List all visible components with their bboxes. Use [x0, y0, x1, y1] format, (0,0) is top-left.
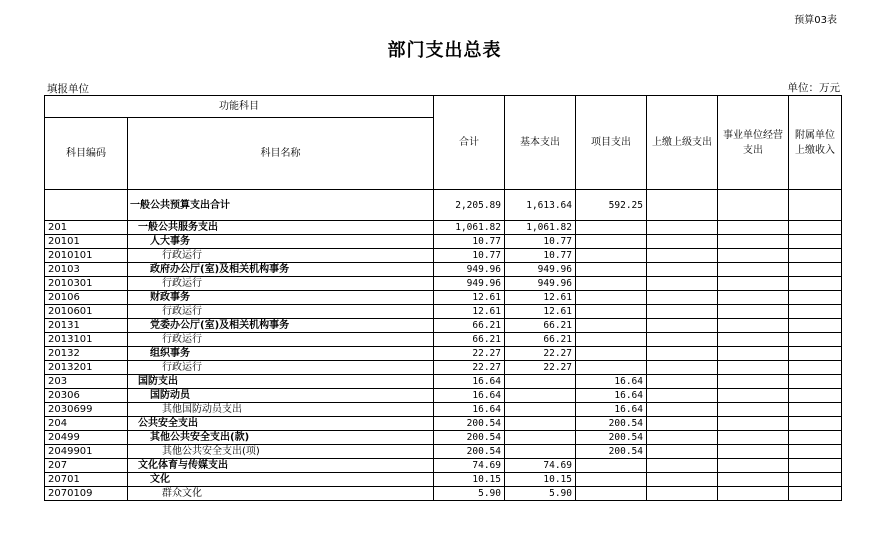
row-total: 74.69 — [434, 459, 505, 473]
row-affiliate — [789, 361, 842, 375]
row-code: 2013101 — [45, 333, 128, 347]
row-to-superior — [647, 333, 718, 347]
row-affiliate — [789, 277, 842, 291]
row-total: 200.54 — [434, 417, 505, 431]
row-business-unit — [718, 277, 789, 291]
row-code: 2049901 — [45, 445, 128, 459]
row-to-superior — [647, 291, 718, 305]
row-code: 20499 — [45, 431, 128, 445]
row-affiliate — [789, 333, 842, 347]
total-affiliate — [789, 190, 842, 221]
row-business-unit — [718, 417, 789, 431]
row-basic — [505, 417, 576, 431]
row-project — [576, 221, 647, 235]
row-basic: 10.15 — [505, 473, 576, 487]
table-row — [45, 361, 842, 375]
row-total: 22.27 — [434, 361, 505, 375]
row-business-unit — [718, 403, 789, 417]
row-total: 200.54 — [434, 445, 505, 459]
table-row — [45, 347, 842, 361]
total-name: 一般公共预算支出合计 — [128, 190, 434, 221]
row-business-unit — [718, 431, 789, 445]
row-affiliate — [789, 263, 842, 277]
row-code: 207 — [45, 459, 128, 473]
row-basic: 12.61 — [505, 291, 576, 305]
row-total: 12.61 — [434, 291, 505, 305]
row-code: 2070109 — [45, 487, 128, 501]
table-row — [45, 235, 842, 249]
row-to-superior — [647, 389, 718, 403]
row-name: 国防支出 — [128, 375, 434, 389]
row-code: 2010101 — [45, 249, 128, 263]
row-affiliate — [789, 249, 842, 263]
total-total: 2,205.89 — [434, 190, 505, 221]
row-total: 10.15 — [434, 473, 505, 487]
total-to-superior — [647, 190, 718, 221]
table-row — [45, 291, 842, 305]
row-to-superior — [647, 445, 718, 459]
page-title: 部门支出总表 — [387, 40, 502, 61]
expenditure-table — [44, 95, 842, 501]
row-affiliate — [789, 389, 842, 403]
header-project: 项目支出 — [576, 96, 647, 190]
header-business-unit: 事业单位经营支出 — [718, 96, 789, 190]
total-code-cell — [45, 190, 128, 221]
table-row — [45, 487, 842, 501]
row-business-unit — [718, 291, 789, 305]
row-business-unit — [718, 361, 789, 375]
row-basic: 22.27 — [505, 361, 576, 375]
row-total: 22.27 — [434, 347, 505, 361]
row-code: 20131 — [45, 319, 128, 333]
table-row — [45, 375, 842, 389]
row-business-unit — [718, 221, 789, 235]
row-project: 16.64 — [576, 389, 647, 403]
row-project: 200.54 — [576, 445, 647, 459]
table-row — [45, 249, 842, 263]
row-basic: 10.77 — [505, 249, 576, 263]
row-basic: 949.96 — [505, 277, 576, 291]
row-to-superior — [647, 473, 718, 487]
header-function-subject: 功能科目 — [45, 96, 434, 118]
row-project — [576, 249, 647, 263]
row-to-superior — [647, 263, 718, 277]
row-basic: 10.77 — [505, 235, 576, 249]
row-business-unit — [718, 333, 789, 347]
row-to-superior — [647, 403, 718, 417]
header-subject-code: 科目编码 — [45, 118, 128, 190]
row-basic — [505, 445, 576, 459]
row-total: 949.96 — [434, 277, 505, 291]
row-affiliate — [789, 431, 842, 445]
header-total: 合计 — [434, 96, 505, 190]
row-project — [576, 263, 647, 277]
row-name: 政府办公厅(室)及相关机构事务 — [128, 263, 434, 277]
row-name: 国防动员 — [128, 389, 434, 403]
table-row — [45, 221, 842, 235]
row-total: 10.77 — [434, 249, 505, 263]
row-code: 204 — [45, 417, 128, 431]
row-business-unit — [718, 319, 789, 333]
row-project — [576, 459, 647, 473]
row-basic — [505, 403, 576, 417]
row-name: 一般公共服务支出 — [128, 221, 434, 235]
row-to-superior — [647, 347, 718, 361]
row-to-superior — [647, 361, 718, 375]
row-to-superior — [647, 431, 718, 445]
row-business-unit — [718, 235, 789, 249]
row-code: 20701 — [45, 473, 128, 487]
row-basic: 22.27 — [505, 347, 576, 361]
row-to-superior — [647, 249, 718, 263]
row-project — [576, 235, 647, 249]
row-code: 20306 — [45, 389, 128, 403]
row-basic: 12.61 — [505, 305, 576, 319]
row-code: 20132 — [45, 347, 128, 361]
table-row — [45, 319, 842, 333]
row-project — [576, 319, 647, 333]
filing-unit-label: 填报单位 — [47, 83, 89, 95]
row-project — [576, 361, 647, 375]
row-name: 行政运行 — [128, 333, 434, 347]
form-code: 预算03表 — [794, 15, 837, 26]
row-code: 2030699 — [45, 403, 128, 417]
row-business-unit — [718, 389, 789, 403]
row-basic: 1,061.82 — [505, 221, 576, 235]
row-project: 200.54 — [576, 417, 647, 431]
row-code: 20103 — [45, 263, 128, 277]
row-business-unit — [718, 445, 789, 459]
row-basic: 5.90 — [505, 487, 576, 501]
row-total: 10.77 — [434, 235, 505, 249]
row-code: 20101 — [45, 235, 128, 249]
row-business-unit — [718, 375, 789, 389]
row-affiliate — [789, 347, 842, 361]
table-row — [45, 277, 842, 291]
row-name: 行政运行 — [128, 249, 434, 263]
row-basic — [505, 375, 576, 389]
row-business-unit — [718, 263, 789, 277]
row-to-superior — [647, 305, 718, 319]
row-to-superior — [647, 375, 718, 389]
unit-label: 单位：万元 — [787, 82, 840, 94]
row-basic: 66.21 — [505, 333, 576, 347]
row-code: 20106 — [45, 291, 128, 305]
row-affiliate — [789, 291, 842, 305]
row-total: 16.64 — [434, 403, 505, 417]
row-business-unit — [718, 305, 789, 319]
row-affiliate — [789, 221, 842, 235]
row-basic — [505, 389, 576, 403]
row-name: 行政运行 — [128, 361, 434, 375]
table-row — [45, 389, 842, 403]
row-basic: 949.96 — [505, 263, 576, 277]
row-to-superior — [647, 319, 718, 333]
row-code: 201 — [45, 221, 128, 235]
row-project — [576, 347, 647, 361]
row-to-superior — [647, 235, 718, 249]
row-total: 66.21 — [434, 333, 505, 347]
row-project: 16.64 — [576, 403, 647, 417]
row-to-superior — [647, 487, 718, 501]
header-subject-name: 科目名称 — [128, 118, 434, 190]
total-row — [45, 190, 842, 221]
table-row — [45, 431, 842, 445]
header-affiliate: 附属单位上缴收入 — [789, 96, 842, 190]
table-row — [45, 445, 842, 459]
row-affiliate — [789, 445, 842, 459]
row-total: 66.21 — [434, 319, 505, 333]
row-name: 其他国防动员支出 — [128, 403, 434, 417]
row-name: 人大事务 — [128, 235, 434, 249]
row-name: 党委办公厅(室)及相关机构事务 — [128, 319, 434, 333]
row-project — [576, 305, 647, 319]
header-to-superior: 上缴上级支出 — [647, 96, 718, 190]
header-basic: 基本支出 — [505, 96, 576, 190]
row-project — [576, 333, 647, 347]
row-affiliate — [789, 235, 842, 249]
row-business-unit — [718, 347, 789, 361]
table-row — [45, 333, 842, 347]
table-row — [45, 459, 842, 473]
row-total: 949.96 — [434, 263, 505, 277]
row-total: 16.64 — [434, 375, 505, 389]
row-name: 组织事务 — [128, 347, 434, 361]
table-row — [45, 263, 842, 277]
row-code: 2010601 — [45, 305, 128, 319]
row-total: 200.54 — [434, 431, 505, 445]
row-project — [576, 291, 647, 305]
row-code: 203 — [45, 375, 128, 389]
row-affiliate — [789, 487, 842, 501]
row-project — [576, 473, 647, 487]
row-total: 1,061.82 — [434, 221, 505, 235]
row-code: 2013201 — [45, 361, 128, 375]
row-to-superior — [647, 277, 718, 291]
row-business-unit — [718, 487, 789, 501]
total-business-unit — [718, 190, 789, 221]
row-affiliate — [789, 319, 842, 333]
row-name: 财政事务 — [128, 291, 434, 305]
row-affiliate — [789, 375, 842, 389]
row-to-superior — [647, 417, 718, 431]
row-affiliate — [789, 305, 842, 319]
row-project — [576, 277, 647, 291]
table-row — [45, 417, 842, 431]
row-basic: 74.69 — [505, 459, 576, 473]
row-name: 文化体育与传媒支出 — [128, 459, 434, 473]
row-business-unit — [718, 249, 789, 263]
table-row — [45, 473, 842, 487]
row-name: 文化 — [128, 473, 434, 487]
row-affiliate — [789, 403, 842, 417]
table-row — [45, 305, 842, 319]
row-name: 公共安全支出 — [128, 417, 434, 431]
row-basic: 66.21 — [505, 319, 576, 333]
row-affiliate — [789, 473, 842, 487]
row-code: 2010301 — [45, 277, 128, 291]
row-to-superior — [647, 221, 718, 235]
table-row — [45, 403, 842, 417]
row-name: 行政运行 — [128, 277, 434, 291]
row-affiliate — [789, 417, 842, 431]
row-total: 12.61 — [434, 305, 505, 319]
row-project: 200.54 — [576, 431, 647, 445]
row-name: 群众文化 — [128, 487, 434, 501]
row-name: 其他公共安全支出(项) — [128, 445, 434, 459]
row-total: 16.64 — [434, 389, 505, 403]
row-basic — [505, 431, 576, 445]
row-affiliate — [789, 459, 842, 473]
row-name: 行政运行 — [128, 305, 434, 319]
row-project — [576, 487, 647, 501]
row-business-unit — [718, 473, 789, 487]
row-project: 16.64 — [576, 375, 647, 389]
total-basic: 1,613.64 — [505, 190, 576, 221]
total-project: 592.25 — [576, 190, 647, 221]
row-to-superior — [647, 459, 718, 473]
row-total: 5.90 — [434, 487, 505, 501]
row-business-unit — [718, 459, 789, 473]
row-name: 其他公共安全支出(款) — [128, 431, 434, 445]
